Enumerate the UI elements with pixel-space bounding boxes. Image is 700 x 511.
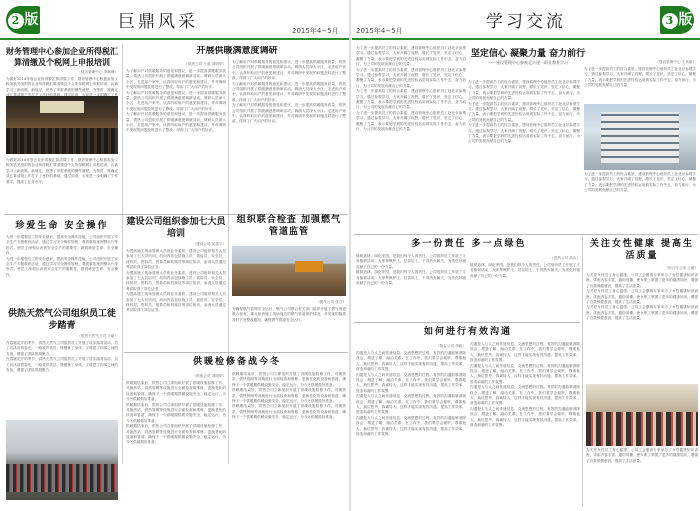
article-body: 为了进一步提高员工的综合素质，建设管理中心组织员工赴北京参观学习。通过参观学习，大家开阔了视野，增长了见识，坚定了信心，凝聚了力量，表示要把学到的先进经验运用到实际工作中去，奋力前行，为公司的发展贡献自己的力量。 xyxy=(356,110,466,132)
article-body: 沟通是人与人之间传递信息、交流思想的过程。有效的沟通能够消除误会、增进了解、融洽关系。在工作中，我们要学会倾听，尊重他人，换位思考，真诚待人，这样才能实现有效沟通，提高工作效率，营造和谐的工作氛围。 xyxy=(470,385,580,406)
article-tree-planting xyxy=(356,254,466,320)
article-heating-survey xyxy=(126,60,226,210)
article-body: 为提高施工现场管理人员的业务素质，建设公司组织相关人员参加了七大员培训，培训内容包括施工员、质检员、安全员、材料员、资料员、预算员和机械员等岗位知识，参训人员通过考试取得了岗位证书。 xyxy=(126,249,226,270)
hiking-photo xyxy=(6,420,118,500)
article-headline: 财务管理中心参加企业所得税汇算清缴及个税网上申报培训 xyxy=(6,46,118,67)
article-body: 为关爱女性员工身心健康，公司工会邀请专家举办了女性健康知识讲座，讲座内容丰富、通俗易懂，使女职工掌握了更多的健康知识，增强了自我保健意识，提高了生活质量。 xyxy=(586,289,698,305)
pipeline-site-photo xyxy=(232,246,346,296)
article-body: 沟通是人与人之间传递信息、交流思想的过程。有效的沟通能够消除误会、增进了解、融洽关系。在工作中，我们要学会倾听，尊重他人，换位思考，真诚待人，这样才能实现有效沟通，提高工作效率，营造和谐的工作氛围。 xyxy=(356,351,466,372)
article-womens-health xyxy=(586,238,698,262)
article-body: 植树造林，绿化家园，是我们每个人的责任。公司组织员工开展了义务植树活动，大家挥锹铲土、扶苗培土，干得热火朝天，为美化环境贡献了自己的一份力量。 xyxy=(356,254,466,269)
article-byline: （供热公司 王欢 刘明华） xyxy=(184,62,226,66)
article-body: 为进一步增强员工的安全意识，提高安全操作技能，公司组织开展了安全生产专题教育活动，通过学习安全操作规程、观看事故案例警示片等形式，使员工深刻认识到安全生产的重要性，做到珍爱生命、安全操作。 xyxy=(6,235,118,256)
article-headline: 建设公司组织参加七大员培训 xyxy=(126,217,226,239)
article-body: 沟通是人与人之间传递信息、交流思想的过程。有效的沟通能够消除误会、增进了解、融洽关系。在工作中，我们要学会倾听，尊重他人，换位思考，真诚待人，这样才能实现有效沟通，提高工作效率，营造和谐的工作氛围。 xyxy=(356,394,466,415)
article-body: 供暖期结束后，供热公司立即组织开展了供暖设施检修工作，对换热站、供热管网等设施进行全面检查和维修，更换老化的设备和管道，确保下一个供暖期供暖设施安全、稳定运行，为今冬供暖做好准备。 xyxy=(126,381,226,402)
article-body: 为了解用户对供暖服务的意见和建议，进一步提高供暖服务质量，供热公司组织开展了供暖满意度调研活动。调研人员深入小区、走进用户家中，认真听取用户的意见和建议，并对调研中发现的问题及时进行了整改，得到了广大用户的好评。 xyxy=(232,60,346,81)
article-headline: 供暖检修备战今冬 xyxy=(192,357,281,367)
article-body: 为了进一步提高员工的综合素质，建设管理中心组织员工赴北京参观学习。通过参观学习，大家开阔了视野，增长了见识，坚定了信心，凝聚了力量，表示要把学到的先进经验运用到实际工作中去，奋力前行，为公司的发展贡献自己的力量。 xyxy=(468,123,580,144)
article-body: 为了解用户对供暖服务的意见和建议，进一步提高供暖服务质量，供热公司组织开展了供暖满意度调研活动。调研人员深入小区、走进用户家中，认真听取用户的意见和建议，并对调研中发现的问题及时进行了整改，得到了广大用户的好评。 xyxy=(126,69,226,90)
page-2-masthead xyxy=(0,0,350,40)
article-body: 植树造林，绿化家园，是我们每个人的责任。公司组织员工开展了义务植树活动，大家挥锹铲土、扶苗培土，干得热火朝天，为美化环境贡献了自己的一份力量。 xyxy=(470,263,580,278)
article-body: 为了进一步提高员工的综合素质，建设管理中心组织员工赴北京参观学习。通过参观学习，大家开阔了视野，增长了见识，坚定了信心，凝聚了力量，表示要把学到的先进经验运用到实际工作中去，奋力前行，为公司的发展贡献自己的力量。 xyxy=(356,67,466,88)
article-body: 为了解用户对供暖服务的意见和建议，进一步提高供暖服务质量，供热公司组织开展了供暖满意度调研活动。调研人员深入小区、走进用户家中，认真听取用户的意见和建议，并对调研中发现的问题及时进行了整改，得到了广大用户的好评。 xyxy=(126,90,226,111)
article-headline: 供热天然气公司组织员工徒步踏青 xyxy=(7,309,116,331)
article-headline: 多一份责任 多一点绿色 xyxy=(411,239,527,249)
article-subhead: ——建设管理中心参观北京建一职业教育学习 xyxy=(488,60,568,65)
page-3-masthead xyxy=(352,0,700,40)
article-body: 为做好2014年度企业所得税汇算清缴工作，财务管理中心积极参加了税务机关组织的企业所得税汇算清缴及个人所得税网上申报培训，认真学习了新政策、新规定，熟悉了申报系统的操作流程，为按时、准确完成汇算清缴工作打下了良好的基础。通过培训，大家进一步明确了工作要求，提高了业务水平。 xyxy=(6,158,118,184)
article-body: 为提高施工现场管理人员的业务素质，建设公司组织相关人员参加了七大员培训，培训内容包括施工员、质检员、安全员、材料员、资料员、预算员和机械员等岗位知识，参训人员通过考试取得了岗位证书。 xyxy=(126,270,226,291)
article-body: 为提高施工现场管理人员的业务素质，建设公司组织相关人员参加了七大员培训，培训内容包括施工员、质检员、安全员、材料员、资料员、预算员和机械员等岗位知识，参训人员通过考试取得了岗位证书。 xyxy=(126,292,226,313)
article-headline: 如何进行有效沟通 xyxy=(423,327,512,337)
article-body: 为关爱女性员工身心健康，公司工会邀请专家举办了女性健康知识讲座，讲座内容丰富、通俗易懂，使女职工掌握了更多的健康知识，增强了自我保健意识，提高了生活质量。 xyxy=(586,273,698,288)
article-body: 为了进一步提高员工的综合素质，建设管理中心组织员工赴北京参观学习。通过参观学习，大家开阔了视野，增长了见识，坚定了信心，凝聚了力量，表示要把学到的先进经验运用到实际工作中去，奋力前行，为公司的发展贡献自己的力量。 xyxy=(468,80,580,101)
article-body: 在春暖花开的季节，供热天然气公司组织员工开展了徒步踏青活动，员工们沐浴着春光，一路欢声笑语，既锻炼了身体，又增进了同事之间的友谊，增强了团队的凝聚力。 xyxy=(6,357,118,373)
article-byline: （燃气公司 张立） xyxy=(316,300,346,304)
article-body: 为进一步增强员工的安全意识，提高安全操作技能，公司组织开展了安全生产专题教育活动，通过学习安全操作规程、观看事故案例警示片等形式，使员工深刻认识到安全生产的重要性，做到珍爱生命、安全操作。 xyxy=(6,256,118,277)
article-safety xyxy=(6,220,118,306)
article-headline: 开展供暖满意度调研 xyxy=(196,46,278,56)
article-body: 供暖期结束后，供热公司立即组织开展了供暖设施检修工作，对换热站、供热管网等设施进行全面检查和维修，更换老化的设备和管道，确保下一个供暖期供暖设施安全、稳定运行，为今冬供暖做好准备。 xyxy=(232,404,346,420)
meeting-photo xyxy=(6,96,118,154)
article-byline: （建设管理中心 王美丽） xyxy=(655,60,696,64)
article-body: 为了进一步提高员工的综合素质，建设管理中心组织员工赴北京参观学习。通过参观学习，大家开阔了视野，增长了见识，坚定了信心，凝聚了力量，表示要把学到的先进经验运用到实际工作中去，奋力前行，为公司的发展贡献自己的力量。 xyxy=(584,172,696,193)
issue-date: 2015年4−5月 xyxy=(292,27,339,35)
article-body: 为了解用户对供暖服务的意见和建议，进一步提高供暖服务质量，供热公司组织开展了供暖满意度调研活动。调研人员深入小区、走进用户家中，认真听取用户的意见和建议，并对调研中发现的问题及时进行了整改，得到了广大用户的好评。 xyxy=(232,103,346,124)
article-construction-training xyxy=(126,216,226,350)
article-body: 沟通是人与人之间传递信息、交流思想的过程。有效的沟通能够消除误会、增进了解、融洽关系。在工作中，我们要学会倾听，尊重他人，换位思考，真诚待人，这样才能实现有效沟通，提高工作效率，营造和谐的工作氛围。 xyxy=(470,363,580,384)
article-headline: 珍爱生命 安全操作 xyxy=(15,221,109,231)
page-number-badge: 3 版 xyxy=(660,6,694,34)
article-body: 为了进一步提高员工的综合素质，建设管理中心组织员工赴北京参观学习。通过参观学习，大家开阔了视野，增长了见识，坚定了信心，凝聚了力量，表示要把学到的先进经验运用到实际工作中去，奋力前行，为公司的发展贡献自己的力量。 xyxy=(468,101,580,122)
article-body: 为关爱女性员工身心健康，公司工会邀请专家举办了女性健康知识讲座，讲座内容丰富、通俗易懂，使女职工掌握了更多的健康知识，增强了自我保健意识，提高了生活质量。 xyxy=(586,305,698,321)
article-byline: （建设公司 吴建平） xyxy=(192,242,226,246)
article-byline: （供热公司 刘明华） xyxy=(192,374,226,378)
page-fold xyxy=(349,0,351,511)
article-body: 供暖期结束后，供热公司立即组织开展了供暖设施检修工作，对换热站、供热管网等设施进行全面检查和维修，更换老化的设备和管道，确保下一个供暖期供暖设施安全、稳定运行，为今冬供暖做好准备。 xyxy=(126,402,226,423)
article-byline: （综合办公室 王丽） xyxy=(664,266,698,270)
article-body: 为关爱女性员工身心健康，公司工会邀请专家举办了女性健康知识讲座，讲座内容丰富、通俗易懂，使女职工掌握了更多的健康知识，增强了自我保健意识，提高了生活质量。 xyxy=(586,448,698,463)
section-title: 巨鼎风采 xyxy=(118,12,198,32)
article-body: 为了解用户对供暖服务的意见和建议，进一步提高供暖服务质量，供热公司组织开展了供暖满意度调研活动。调研人员深入小区、走进用户家中，认真听取用户的意见和建议，并对调研中发现的问题及时进行了整改，得到了广大用户的好评。 xyxy=(126,112,226,133)
article-body: 沟通是人与人之间传递信息、交流思想的过程。有效的沟通能够消除误会、增进了解、融洽关系。在工作中，我们要学会倾听，尊重他人，换位思考，真诚待人，这样才能实现有效沟通，提高工作效率，营造和谐的工作氛围。 xyxy=(356,372,466,393)
article-body: 为确保燃气管网安全运行，燃气公司联合有关部门组织开展了燃气管道联合检查，重点检查施工现场周边的燃气管道保护情况，对发现的隐患及时下发整改通知，确保燃气管道安全运行。 xyxy=(232,307,346,322)
article-body: 为了进一步提高员工的综合素质，建设管理中心组织员工赴北京参观学习。通过参观学习，大家开阔了视野，增长了见识，坚定了信心，凝聚了力量，表示要把学到的先进经验运用到实际工作中去，奋力前行，为公司的发展贡献自己的力量。 xyxy=(356,46,466,67)
article-byline: （物业公司 李晓） xyxy=(436,344,466,348)
article-body: 为了解用户对供暖服务的意见和建议，进一步提高供暖服务质量，供热公司组织开展了供暖满意度调研活动。调研人员深入小区、走进用户家中，认真听取用户的意见和建议，并对调研中发现的问题及时进行了整改，得到了广大用户的好评。 xyxy=(232,81,346,102)
article-body: 沟通是人与人之间传递信息、交流思想的过程。有效的沟通能够消除误会、增进了解、融洽关系。在工作中，我们要学会倾听，尊重他人，换位思考，真诚待人，这样才能实现有效沟通，提高工作效率，营造和谐的工作氛围。 xyxy=(470,342,580,363)
article-byline: （供热天然气公司 于丽） xyxy=(77,334,118,338)
article-byline: （财务管理中心 李琳琳） xyxy=(77,70,118,74)
article-body: 沟通是人与人之间传递信息、交流思想的过程。有效的沟通能够消除误会、增进了解、融洽关系。在工作中，我们要学会倾听，尊重他人，换位思考，真诚待人，这样才能实现有效沟通，提高工作效率，营造和谐的工作氛围。 xyxy=(356,415,466,437)
article-body: 为了进一步提高员工的综合素质，建设管理中心组织员工赴北京参观学习。通过参观学习，大家开阔了视野，增长了见识，坚定了信心，凝聚了力量，表示要把学到的先进经验运用到实际工作中去，奋力前行，为公司的发展贡献自己的力量。 xyxy=(584,67,696,88)
building-photo xyxy=(584,104,696,170)
article-body: 植树造林，绿化家园，是我们每个人的责任。公司组织员工开展了义务植树活动，大家挥锹铲土、扶苗培土，干得热火朝天，为美化环境贡献了自己的一份力量。 xyxy=(356,270,466,286)
article-body: 供暖期结束后，供热公司立即组织开展了供暖设施检修工作，对换热站、供热管网等设施进行全面检查和维修，更换老化的设备和管道，确保下一个供暖期供暖设施安全、稳定运行，为今冬供暖做好准备。 xyxy=(126,424,226,445)
article-headline: 组织联合检查 加强燃气管道监管 xyxy=(236,215,342,237)
article-gas-inspection xyxy=(232,214,346,244)
article-communication xyxy=(356,342,466,506)
article-byline: （供热公司 高山） xyxy=(550,256,580,260)
lecture-photo xyxy=(586,384,698,446)
article-body: 在春暖花开的季节，供热天然气公司组织员工开展了徒步踏青活动，员工们沐浴着春光，一路欢声笑语，既锻炼了身体，又增进了同事之间的友谊，增强了团队的凝聚力。 xyxy=(6,341,118,356)
article-body: 为做好2014年度企业所得税汇算清缴工作，财务管理中心积极参加了税务机关组织的企业所得税汇算清缴及个人所得税网上申报培训，认真学习了新政策、新规定，熟悉了申报系统的操作流程，为按时、准确完 xyxy=(6,77,118,92)
page-number-badge: 2 版 xyxy=(6,6,40,34)
article-headline: 关注女性健康 提高生活质量 xyxy=(589,239,695,261)
article-headline: 坚定信心 凝聚力量 奋力前行 xyxy=(470,49,586,59)
article-body: 供暖期结束后，供热公司立即组织开展了供暖设施检修工作，对换热站、供热管网等设施进行全面检查和维修，更换老化的设备和管道，确保下一个供暖期供暖设施安全、稳定运行，为今冬供暖做好准备。 xyxy=(232,372,346,387)
page-3 xyxy=(352,0,700,511)
article-body: 为了进一步提高员工的综合素质，建设管理中心组织员工赴北京参观学习。通过参观学习，大家开阔了视野，增长了见识，坚定了信心，凝聚了力量，表示要把学到的先进经验运用到实际工作中去，奋力前行，为公司的发展贡献自己的力量。 xyxy=(356,89,466,110)
issue-date: 2015年4−5月 xyxy=(356,27,403,35)
article-body: 沟通是人与人之间传递信息、交流思想的过程。有效的沟通能够消除误会、增进了解、融洽关系。在工作中，我们要学会倾听，尊重他人，换位思考，真诚待人，这样才能实现有效沟通，提高工作效率，营造和谐的工作氛围。 xyxy=(470,406,580,428)
article-confidence xyxy=(468,48,588,78)
article-heating-repair xyxy=(126,372,226,504)
article-hiking-event xyxy=(6,308,118,418)
section-title: 学习交流 xyxy=(486,12,566,32)
article-body: 供暖期结束后，供热公司立即组织开展了供暖设施检修工作，对换热站、供热管网等设施进行全面检查和维修，更换老化的设备和管道，确保下一个供暖期供暖设施安全、稳定运行，为今冬供暖做好准备。 xyxy=(232,388,346,404)
